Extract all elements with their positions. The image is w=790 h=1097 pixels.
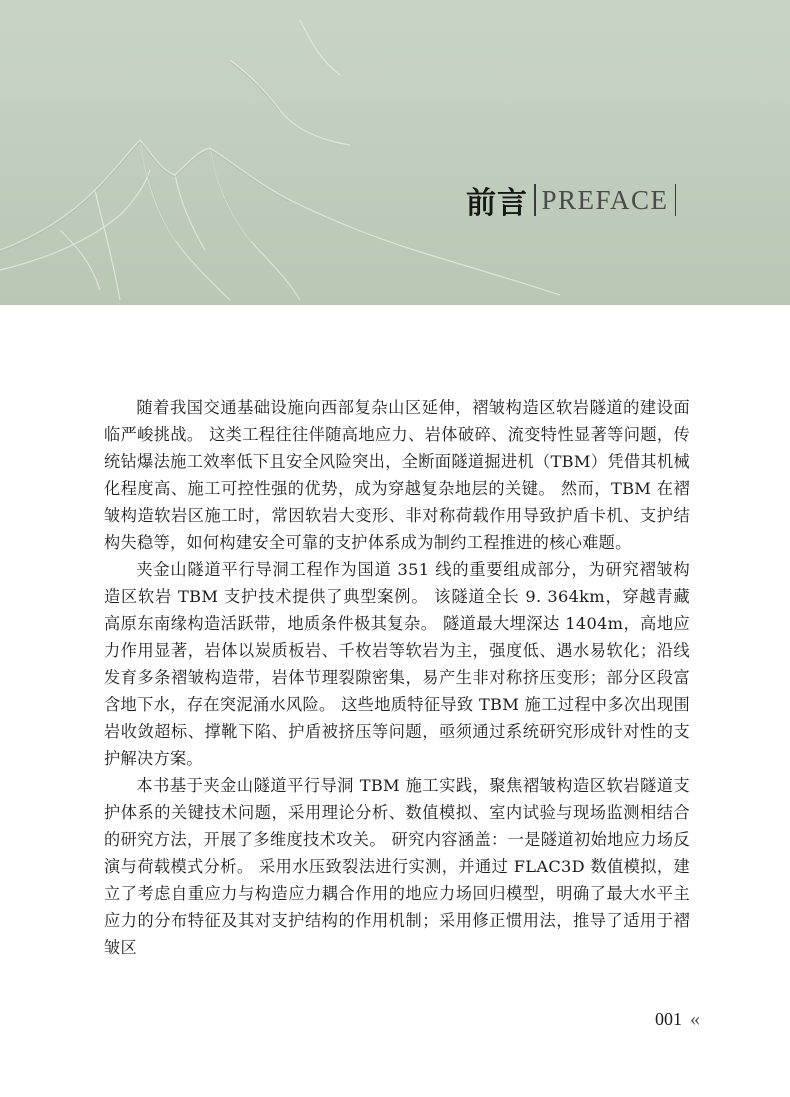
page-footer [655,1008,700,1031]
preface-body [104,394,690,961]
page-number: 001 [655,1009,682,1029]
paragraph-2: 夹金山隧道平行导洞工程作为国道 351 线的重要组成部分，为研究褶皱构造区软岩 TBM 支护技术提供了典型案例。 该隧道全长 9. 364km，穿越青藏高原东南缘构造活跃带，地质条件极其复杂。 隧道最大埋深达 1404m，高地应力作用显著，岩体以炭质板岩、千枚岩等软岩为主，强度低、遇水易软化；沿线发育多条褶皱构造带，岩体节理裂隙密集，易产生非对称挤压变形；部分区段富含地下水，存在突泥涌水风险。 这些地质特征导致 TBM 施工过程中多次出现围岩收敛超标、撑靴下陷、护盾被挤压等问题，亟须通过系统研究形成针对性的支护解决方案。 [104,560,690,768]
double-chevron-left-icon: « [690,1008,700,1030]
header-banner [0,0,790,305]
page-heading [466,180,682,220]
heading-divider [534,184,536,216]
heading-end-bar [675,184,677,216]
heading-chinese: 前言 [466,186,528,221]
paragraph-3: 本书基于夹金山隧道平行导洞 TBM 施工实践，聚焦褶皱构造区软岩隧道支护体系的关键技术问题，采用理论分析、数值模拟、室内试验与现场监测相结合的研究方法，开展了多维度技术攻关。 研究内容涵盖：一是隧道初始地应力场反演与荷载模式分析。 采用水压致裂法进行实测，并通过 FLAC3D 数值模拟，建立了考虑自重应力与构造应力耦合作用的地应力场回归模型，明确了最大水平主应力的分布特征及其对支护结构的作用机制；采用修正惯用法，推导了适用于褶皱区 [104,776,690,957]
paragraph-1: 随着我国交通基础设施向西部复杂山区延伸，褶皱构造区软岩隧道的建设面临严峻挑战。 这类工程往往伴随高地应力、岩体破碎、流变特性显著等问题，传统钻爆法施工效率低下且安全风险突出，全断面隧道掘进机（TBM）凭借其机械化程度高、施工可控性强的优势，成为穿越复杂地层的关键。 然而，TBM 在褶皱构造软岩区施工时，常因软岩大变形、非对称荷载作用导致护盾卡机、支护结构失稳等，如何构建安全可靠的支护体系成为制约工程推进的核心难题。 [104,398,690,552]
heading-english: PREFACE [541,184,669,215]
mountain-sketch-illustration [0,0,560,305]
